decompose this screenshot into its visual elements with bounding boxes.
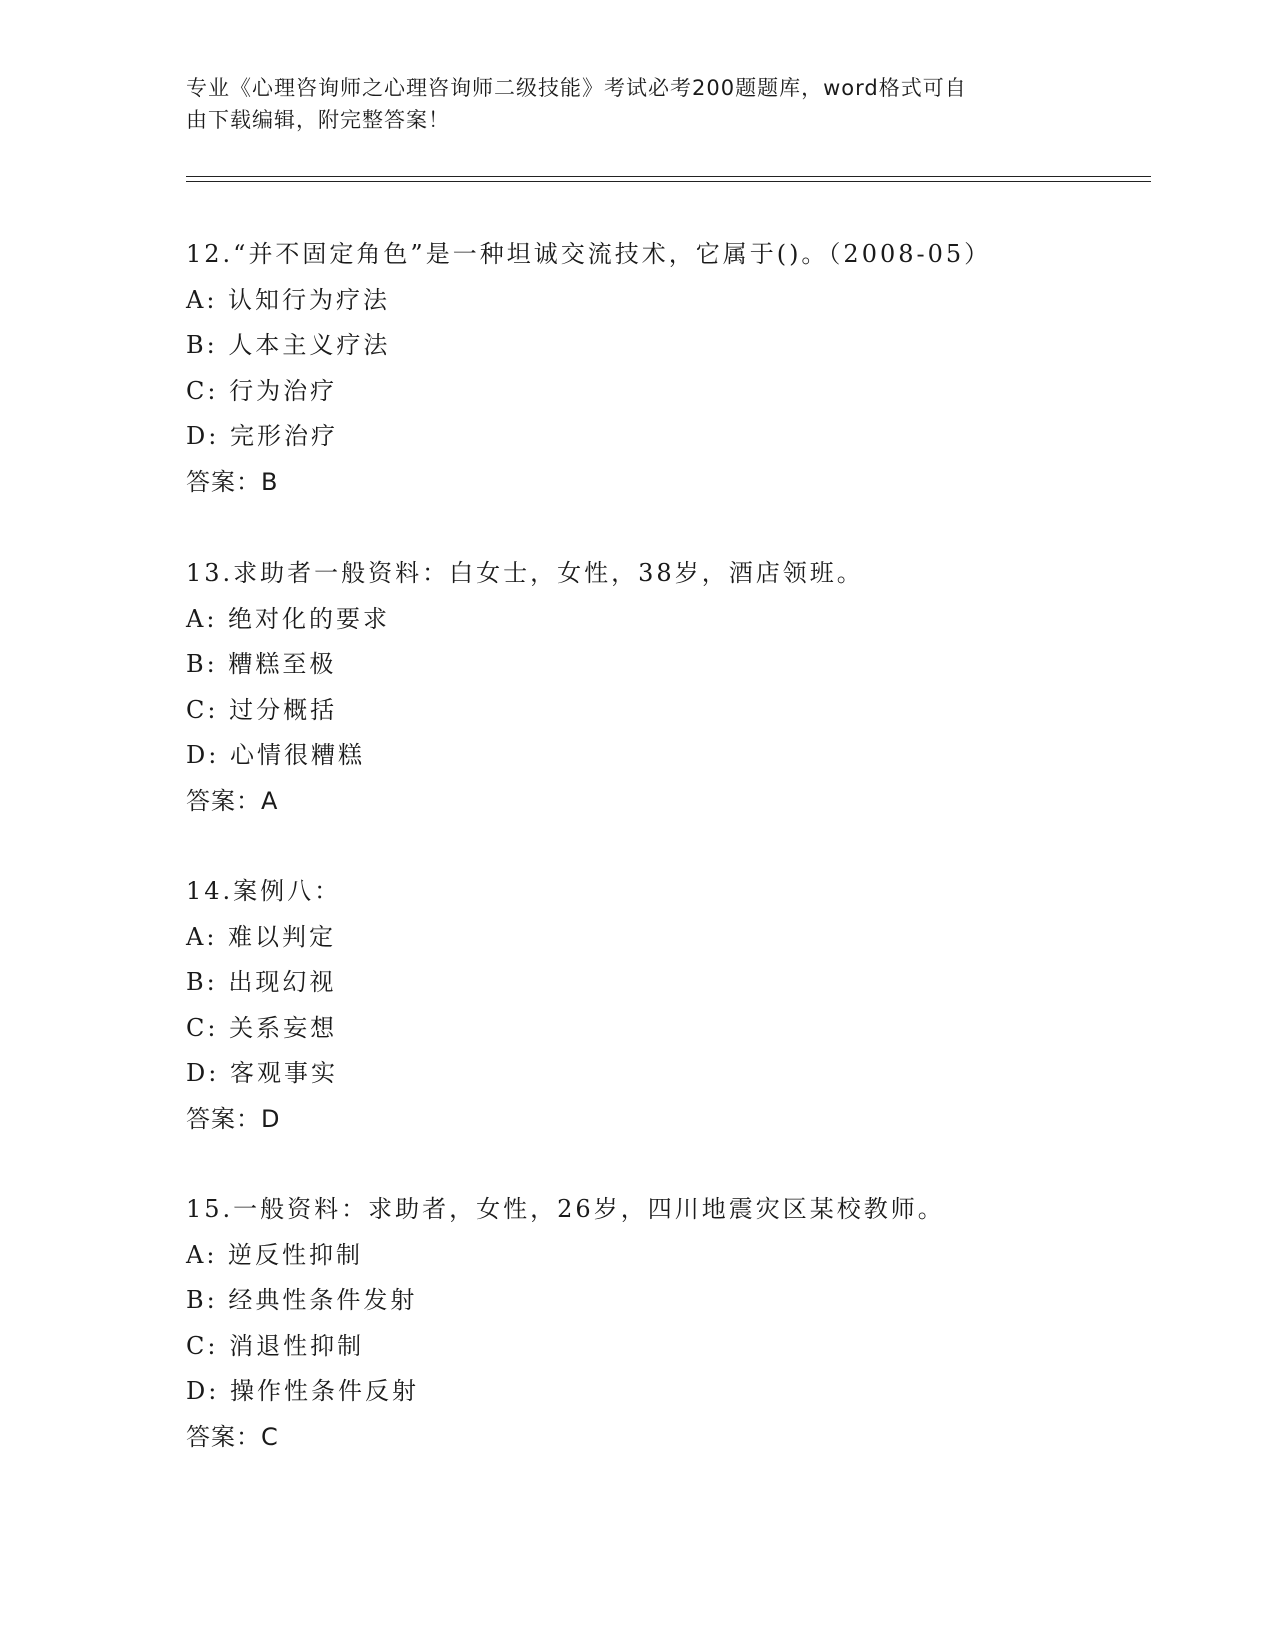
answer: 答案：B (186, 467, 279, 496)
option-c: C: 消退性抑制 (186, 1331, 365, 1360)
option-b: B: 出现幻视 (186, 968, 337, 996)
option-c: C: 关系妄想 (186, 1013, 338, 1042)
option-d: D: 完形治疗 (186, 422, 338, 450)
option-a: A: 难以判定 (186, 922, 337, 951)
option-b: B: 糟糕至极 (186, 650, 337, 678)
document-header (186, 72, 1066, 136)
option-d: D: 操作性条件反射 (186, 1377, 419, 1405)
question-stem: 14.案例八： (186, 877, 342, 905)
option-d: D: 客观事实 (186, 1059, 338, 1087)
header-divider-bottom (186, 181, 1151, 182)
question-stem: 12.“并不固定角色”是一种坦诚交流技术，它属于()。（2008-05） (186, 240, 992, 268)
option-d: D: 心情很糟糕 (186, 741, 365, 769)
question-stem: 13.求助者一般资料：白女士，女性，38岁，酒店领班。 (186, 559, 864, 587)
header-divider-top (186, 176, 1151, 177)
option-b: B: 经典性条件发射 (186, 1286, 418, 1314)
option-a: A: 绝对化的要求 (186, 604, 391, 633)
option-a: A: 逆反性抑制 (186, 1240, 364, 1269)
question-stem: 15.一般资料：求助者，女性，26岁，四川地震灾区某校教师。 (186, 1195, 945, 1223)
option-b: B: 人本主义疗法 (186, 331, 391, 359)
header-line-2: 由下载编辑，附完整答案！ (186, 108, 450, 132)
option-a: A: 认知行为疗法 (186, 285, 391, 314)
question-15 (186, 1187, 1126, 1460)
question-12 (186, 232, 1126, 505)
option-c: C: 行为治疗 (186, 376, 338, 405)
answer: 答案：A (186, 786, 279, 815)
header-line-1: 专业《心理咨询师之心理咨询师二级技能》考试必考200题题库，word格式可自 (186, 76, 967, 100)
question-14 (186, 869, 1126, 1142)
answer: 答案：D (186, 1104, 281, 1133)
question-13 (186, 551, 1126, 824)
answer: 答案：C (186, 1422, 279, 1451)
option-c: C: 过分概括 (186, 695, 338, 724)
